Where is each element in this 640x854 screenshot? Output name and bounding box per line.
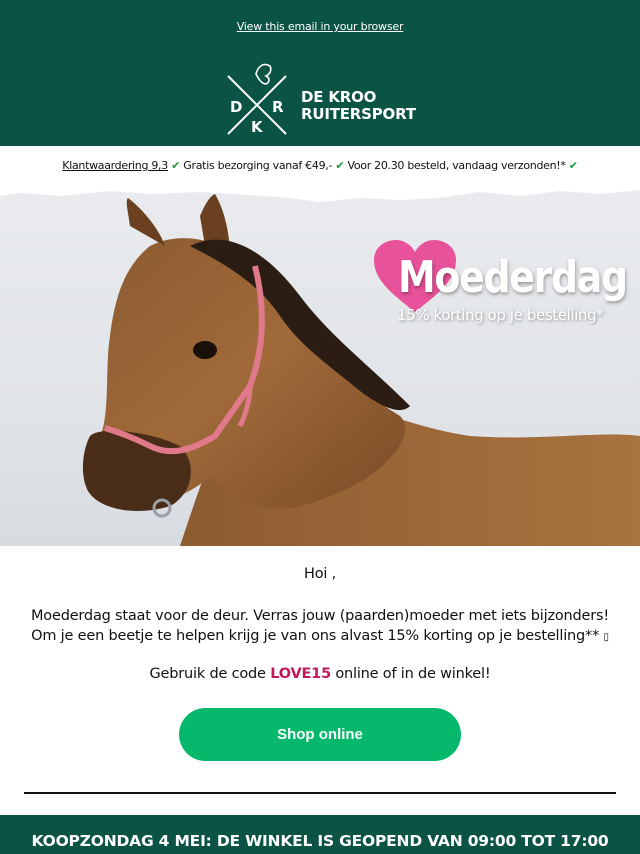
logo-letter-k: K (251, 118, 263, 136)
rating-link[interactable]: Klantwaardering 9,3 (62, 159, 168, 172)
check-icon: ✔ (568, 159, 578, 172)
greeting: Hoi , (303, 566, 337, 582)
intro-paragraph (0, 606, 640, 648)
logo-mark-icon (226, 62, 288, 136)
intro-line-1: Moederdag staat voor de deur. Verras jouw (paarden)moeder met iets bijzonders! (31, 608, 609, 624)
code-paragraph (0, 666, 640, 682)
view-in-browser-link[interactable]: View this email in your browser (236, 20, 404, 33)
email-header (0, 0, 640, 146)
usp-bar (0, 146, 640, 186)
koopzondag-banner: KOOPZONDAG 4 MEI: DE WINKEL IS GEOPEND VAN 09:00 TOT 17:00 (0, 815, 640, 854)
logo-line-2: RUITERSPORT (301, 105, 416, 123)
hero-banner[interactable] (0, 186, 640, 546)
logo-line-1: DE KROO (301, 88, 377, 106)
intro-line-2 (0, 626, 640, 648)
hero-subtitle: 15% korting op je bestelling* (397, 306, 604, 324)
logo-letter-d: D (230, 98, 243, 116)
emoji-placeholder-icon: ▯ (603, 632, 609, 643)
discount-code: LOVE15 (270, 666, 331, 682)
usp-free-shipping: Gratis bezorging vanaf €49,- (183, 159, 333, 172)
check-icon: ✔ (171, 159, 181, 172)
usp-same-day: Voor 20.30 besteld, vandaag verzonden!* (347, 159, 566, 172)
hero-title: Moederdag (398, 252, 627, 303)
logo-wordmark (301, 89, 416, 123)
logo-letter-r: R (272, 98, 284, 116)
divider (24, 792, 616, 794)
foal-photo (0, 186, 640, 546)
intro-line-2-text: Om je een beetje te helpen krijg je van ons alvast 15% korting op je bestelling** (31, 628, 604, 644)
check-icon: ✔ (335, 159, 345, 172)
brand-logo[interactable] (226, 62, 426, 138)
code-prefix: Gebruik de code (149, 666, 271, 682)
shop-online-button[interactable]: Shop online (179, 708, 461, 761)
code-suffix: online of in de winkel! (330, 666, 491, 682)
